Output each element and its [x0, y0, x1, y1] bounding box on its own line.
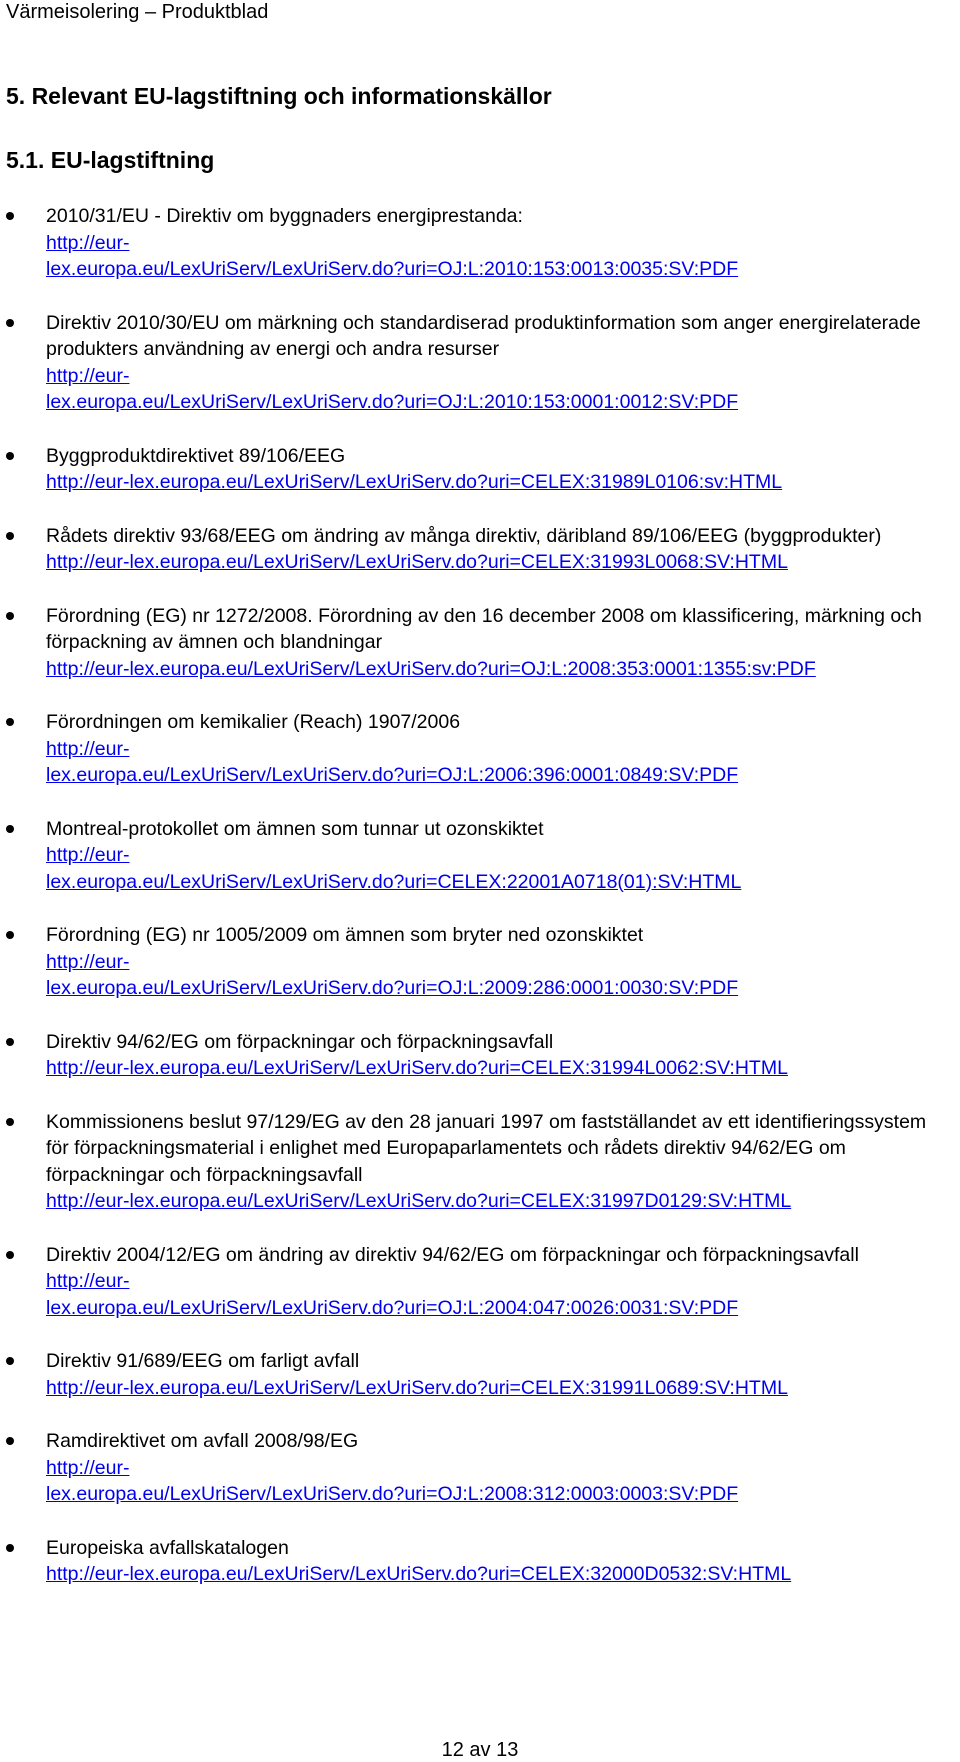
bullet-icon [6, 532, 14, 540]
list-item [0, 816, 960, 896]
reference-title: Förordning (EG) nr 1272/2008. Förordning av den 16 december 2008 om klassificering, märkning och förpackning av ämnen och blandningar [46, 604, 922, 653]
list-item [0, 922, 960, 1002]
list-item [0, 1535, 960, 1588]
reference-link[interactable] [46, 736, 954, 789]
reference-title: Direktiv 2004/12/EG om ändring av direktiv 94/62/EG om förpackningar och förpackningsavfall [46, 1243, 859, 1266]
reference-title: Rådets direktiv 93/68/EEG om ändring av många direktiv, däribland 89/106/EEG (byggprodukter) [46, 524, 882, 547]
list-item [0, 523, 960, 576]
reference-link-line1[interactable]: http://eur-lex.europa.eu/LexUriServ/LexUriServ.do?uri=CELEX:31994L0062:SV:HTML [46, 1057, 788, 1079]
reference-link[interactable] [46, 1561, 954, 1588]
bullet-icon [6, 1038, 14, 1046]
reference-link[interactable] [46, 1268, 954, 1321]
bullet-icon [6, 1251, 14, 1259]
reference-title: Ramdirektivet om avfall 2008/98/EG [46, 1430, 359, 1452]
reference-link-line1[interactable]: http://eur- [46, 737, 130, 760]
reference-link-line1[interactable]: http://eur- [46, 1456, 130, 1479]
bullet-icon [6, 825, 14, 833]
reference-link-line1[interactable]: http://eur- [46, 950, 130, 973]
reference-link-line2[interactable]: lex.europa.eu/LexUriServ/LexUriServ.do?uri=OJ:L:2006:396:0001:0849:SV:PDF [46, 764, 739, 786]
reference-link[interactable] [46, 469, 954, 496]
bullet-icon [6, 1118, 14, 1126]
bullet-icon [6, 1544, 14, 1552]
bullet-icon [6, 1357, 14, 1365]
reference-link[interactable] [46, 842, 954, 895]
reference-link-line1[interactable]: http://eur-lex.europa.eu/LexUriServ/LexUriServ.do?uri=CELEX:31993L0068:SV:HTML [46, 551, 788, 573]
reference-link[interactable] [46, 1055, 954, 1082]
reference-title: Förordning (EG) nr 1005/2009 om ämnen som bryter ned ozonskiktet [46, 924, 644, 946]
reference-link[interactable] [46, 230, 954, 283]
reference-link[interactable] [46, 1375, 954, 1402]
bullet-icon [6, 931, 14, 939]
reference-title: Montreal-protokollet om ämnen som tunnar ut ozonskiktet [46, 817, 544, 840]
reference-link-line1[interactable]: http://eur- [46, 231, 130, 254]
reference-title: Byggproduktdirektivet 89/106/EEG [46, 444, 346, 467]
reference-link[interactable] [46, 1455, 954, 1508]
reference-title: Direktiv 94/62/EG om förpackningar och förpackningsavfall [46, 1030, 554, 1053]
reference-link-line1[interactable]: http://eur-lex.europa.eu/LexUriServ/LexUriServ.do?uri=CELEX:31991L0689:SV:HTML [46, 1376, 788, 1399]
subsection-heading: 5.1. EU-lagstiftning [6, 147, 215, 173]
reference-link-line2[interactable]: lex.europa.eu/LexUriServ/LexUriServ.do?uri=OJ:L:2009:286:0001:0030:SV:PDF [46, 977, 739, 999]
reference-link-line1[interactable]: http://eur- [46, 1270, 130, 1292]
list-item [0, 203, 960, 283]
reference-link-line1[interactable]: http://eur-lex.europa.eu/LexUriServ/LexUriServ.do?uri=CELEX:31997D0129:SV:HTML [46, 1190, 792, 1212]
list-item [0, 1428, 960, 1508]
reference-link-line2[interactable]: lex.europa.eu/LexUriServ/LexUriServ.do?uri=OJ:L:2008:312:0003:0003:SV:PDF [46, 1483, 739, 1505]
running-header: Värmeisolering – Produktblad [6, 1, 269, 23]
bullet-icon [6, 718, 14, 726]
reference-link-line2[interactable]: lex.europa.eu/LexUriServ/LexUriServ.do?uri=CELEX:22001A0718(01):SV:HTML [46, 870, 742, 893]
reference-link-line2[interactable]: lex.europa.eu/LexUriServ/LexUriServ.do?uri=OJ:L:2004:047:0026:0031:SV:PDF [46, 1296, 739, 1319]
bullet-icon [6, 1437, 14, 1445]
list-item [0, 1348, 960, 1401]
reference-link-line2[interactable]: lex.europa.eu/LexUriServ/LexUriServ.do?uri=OJ:L:2010:153:0013:0035:SV:PDF [46, 258, 739, 280]
list-item [0, 1029, 960, 1082]
reference-link[interactable] [46, 549, 954, 576]
reference-link-line1[interactable]: http://eur-lex.europa.eu/LexUriServ/LexUriServ.do?uri=CELEX:32000D0532:SV:HTML [46, 1563, 792, 1585]
reference-title: Kommissionens beslut 97/129/EG av den 28 januari 1997 om fastställandet av ett identifieringssystem för förpackningsmaterial i enlighet med Europaparlamentets och rådets direktiv 94/62/EG om förpackningar och förpackningsavfall [46, 1110, 927, 1186]
reference-link[interactable] [46, 1188, 954, 1215]
page-number: 12 av 13 [441, 1739, 519, 1761]
bullet-icon [6, 212, 14, 220]
reference-link-line2[interactable]: lex.europa.eu/LexUriServ/LexUriServ.do?uri=OJ:L:2010:153:0001:0012:SV:PDF [46, 391, 739, 413]
reference-link-line1[interactable]: http://eur- [46, 844, 130, 866]
reference-title: 2010/31/EU - Direktiv om byggnaders energiprestanda: [46, 205, 523, 227]
reference-title: Direktiv 2010/30/EU om märkning och standardiserad produktinformation som anger energirelaterade produkters användning av energi och andra resurser [46, 311, 921, 360]
bullet-icon [6, 452, 14, 460]
reference-link-line1[interactable]: http://eur- [46, 364, 130, 387]
reference-title: Direktiv 91/689/EEG om farligt avfall [46, 1350, 360, 1372]
reference-link[interactable] [46, 949, 954, 1002]
list-item [0, 1109, 960, 1215]
reference-title: Förordningen om kemikalier (Reach) 1907/2006 [46, 711, 461, 733]
bullet-icon [6, 612, 14, 620]
bullet-icon [6, 319, 14, 327]
list-item [0, 443, 960, 496]
section-heading: 5. Relevant EU-lagstiftning och informationskällor [6, 83, 552, 109]
reference-title: Europeiska avfallskatalogen [46, 1536, 289, 1559]
list-item [0, 310, 960, 416]
reference-link[interactable] [46, 363, 954, 416]
reference-link-line1[interactable]: http://eur-lex.europa.eu/LexUriServ/LexUriServ.do?uri=CELEX:31989L0106:sv:HTML [46, 471, 783, 493]
list-item [0, 709, 960, 789]
reference-link[interactable] [46, 656, 954, 683]
list-item [0, 603, 960, 683]
reference-list [0, 203, 960, 1615]
reference-link-line1[interactable]: http://eur-lex.europa.eu/LexUriServ/LexUriServ.do?uri=OJ:L:2008:353:0001:1355:sv:PDF [46, 657, 816, 680]
list-item [0, 1242, 960, 1322]
